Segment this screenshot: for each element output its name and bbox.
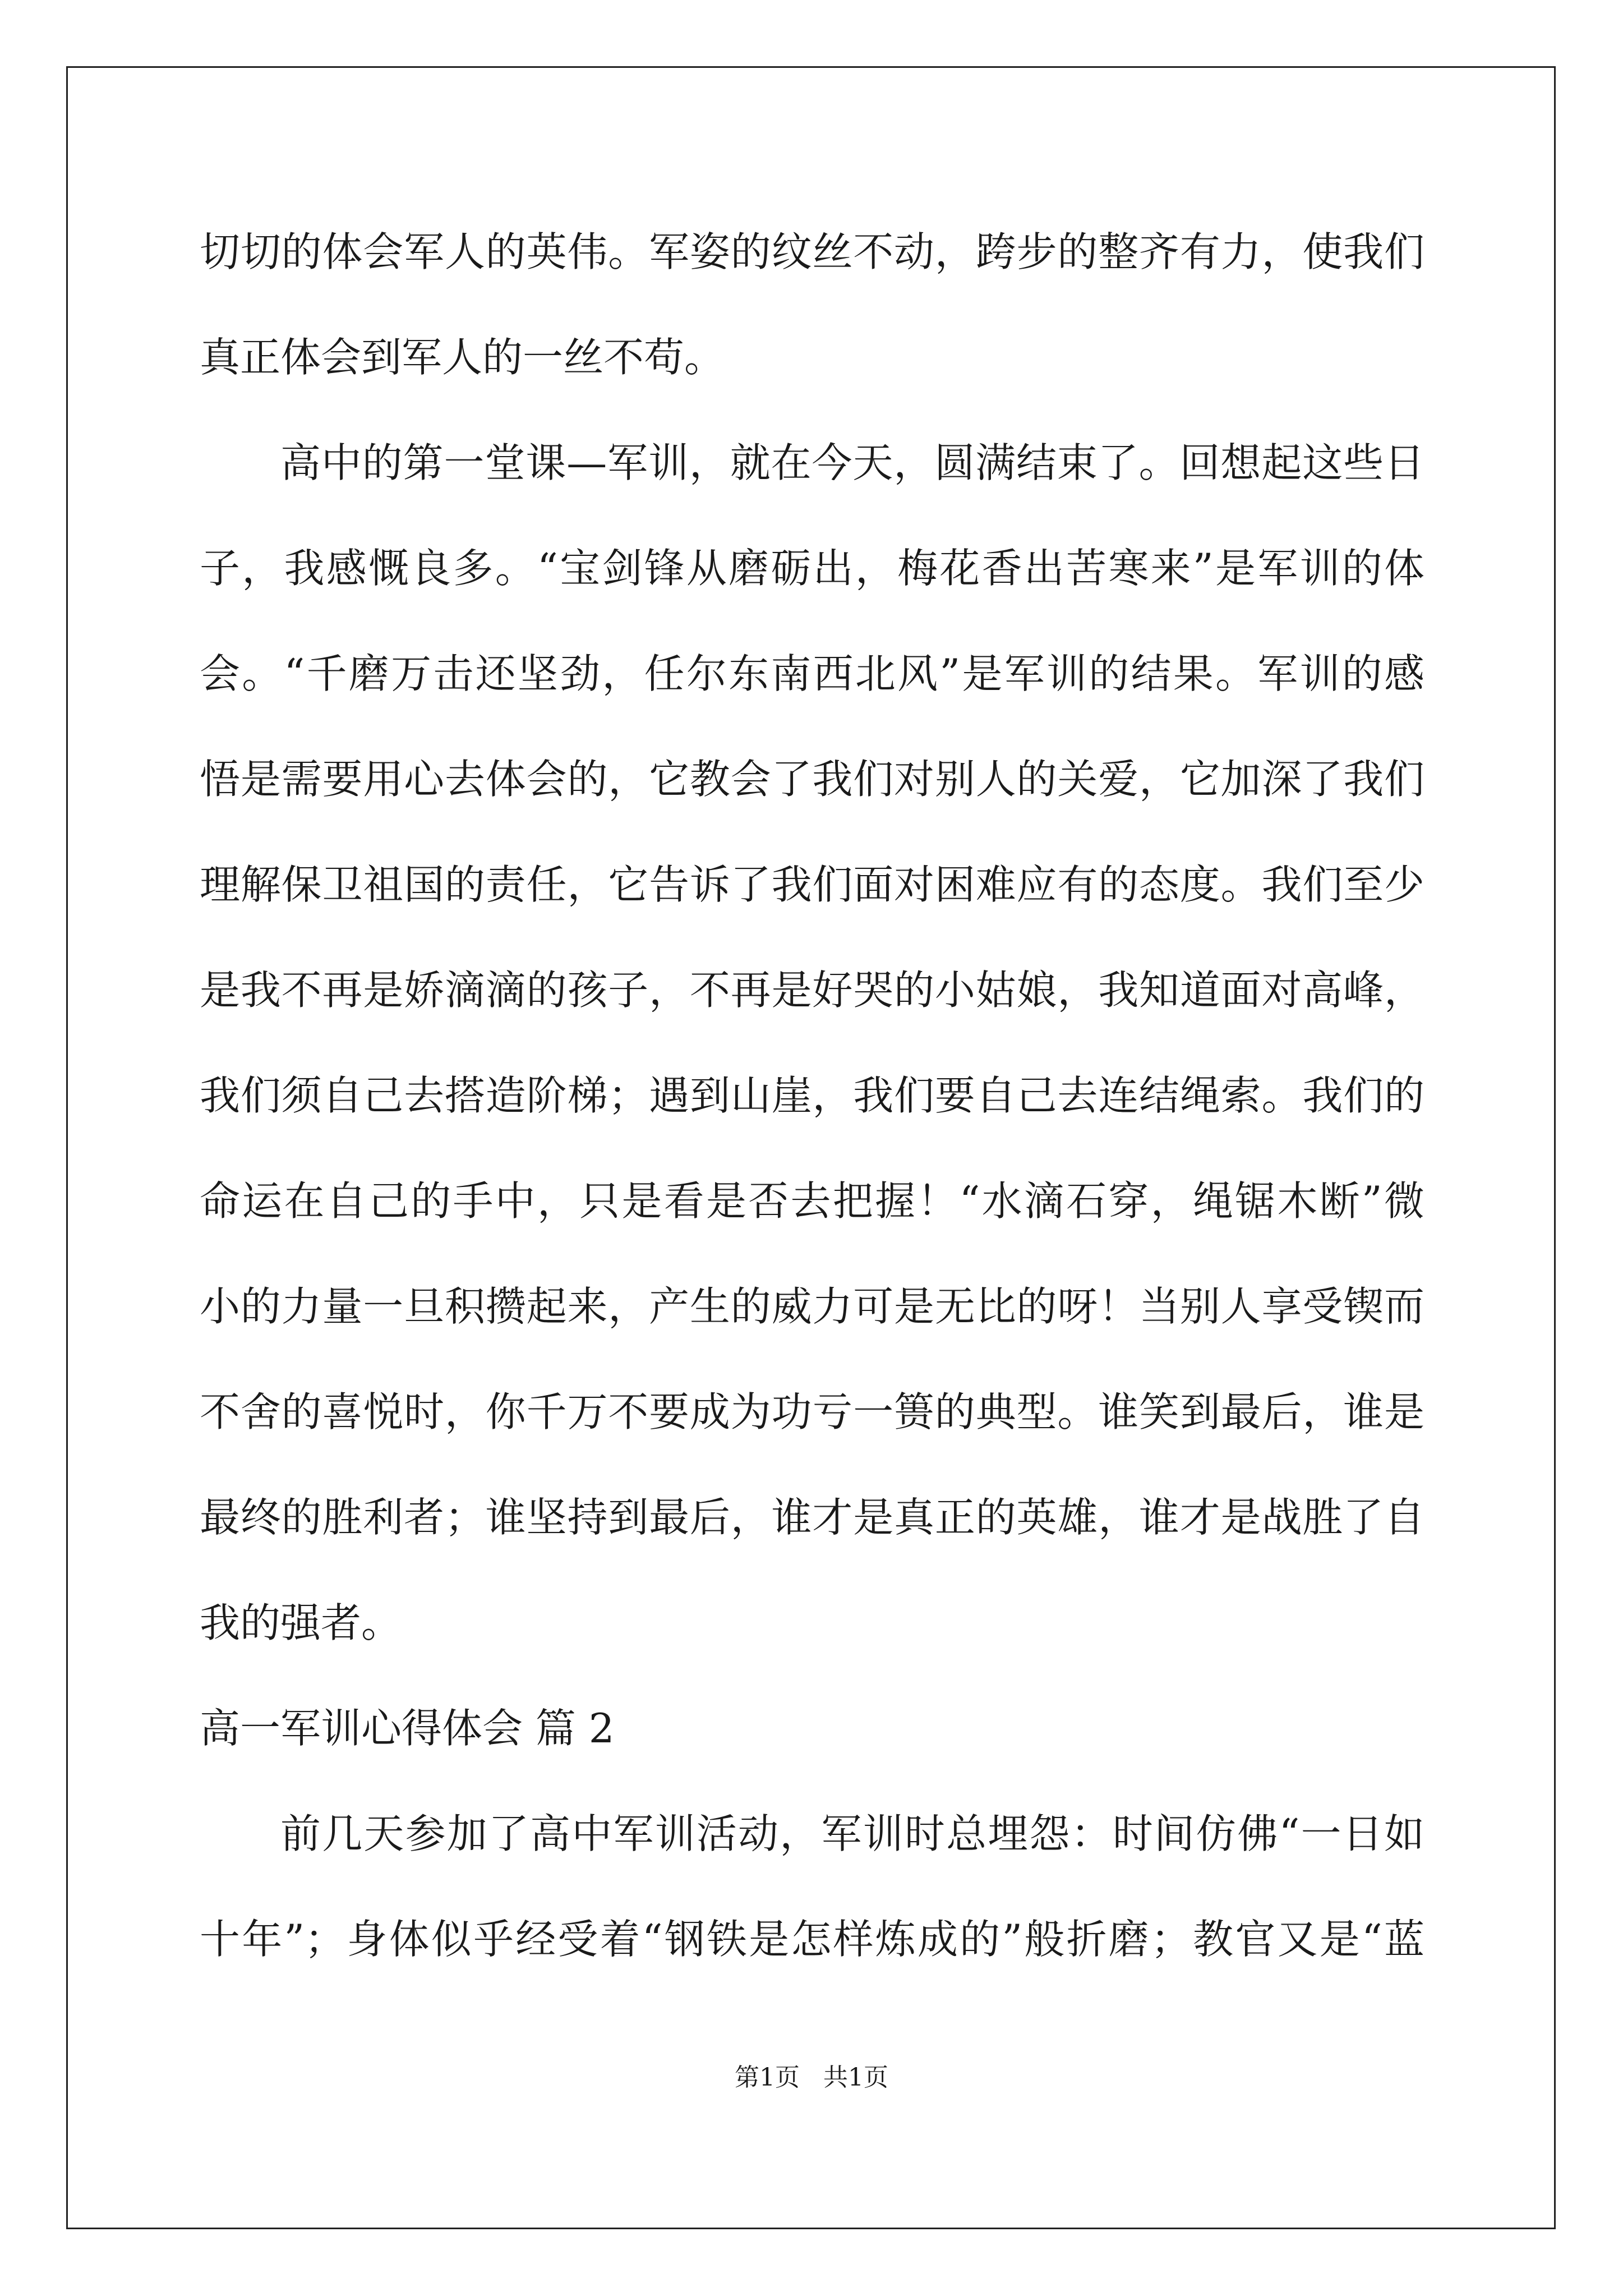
- paragraph-line: 最终的胜利者；谁坚持到最后，谁才是真正的英雄，谁才是战胜了自: [200, 1494, 1424, 1541]
- paragraph-line: 子，我感慨良多。“宝剑锋从磨砺出，梅花香出苦寒来”是军训的体: [200, 545, 1424, 592]
- paragraph-line: 命运在自己的手中，只是看是否去把握！“水滴石穿，绳锯木断”微: [200, 1177, 1424, 1225]
- paragraph-line: 真正体会到军人的一丝不苟。: [200, 334, 725, 381]
- paragraph-line: 悟是需要用心去体会的，它教会了我们对别人的关爱，它加深了我们: [200, 756, 1424, 803]
- page-number-current: 第1页: [735, 2063, 800, 2092]
- paragraph-line: 前几天参加了高中军训活动，军训时总埋怨：时间仿佛“一日如: [280, 1810, 1424, 1857]
- document-body: [200, 212, 1424, 2005]
- page-number-total: 共1页: [823, 2063, 888, 2092]
- paragraph-line: 十年”；身体似乎经受着“钢铁是怎样炼成的”般折磨；教官又是“蓝: [200, 1916, 1424, 1963]
- paragraph-line: 我们须自己去搭造阶梯；遇到山崖，我们要自己去连结绳索。我们的: [200, 1072, 1424, 1119]
- paragraph-line: 会。“千磨万击还坚劲，任尔东南西北风”是军训的结果。军训的感: [200, 650, 1424, 697]
- section-heading: 高一军训心得体会 篇 2: [200, 1705, 615, 1752]
- page-footer: [0, 2061, 1623, 2095]
- paragraph-line: 不舍的喜悦时，你千万不要成为功亏一篑的典型。谁笑到最后，谁是: [200, 1388, 1424, 1435]
- paragraph-line: 小的力量一旦积攒起来，产生的威力可是无比的呀！当别人享受锲而: [200, 1283, 1424, 1330]
- paragraph-line: 理解保卫祖国的责任，它告诉了我们面对困难应有的态度。我们至少: [200, 861, 1424, 908]
- paragraph-line: 我的强者。: [200, 1599, 402, 1646]
- paragraph-line: 高中的第一堂课—军训，就在今天，圆满结束了。回想起这些日: [280, 439, 1424, 486]
- paragraph-line: 是我不再是娇滴滴的孩子，不再是好哭的小姑娘，我知道面对高峰，: [200, 967, 1424, 1014]
- paragraph-line: 切切的体会军人的英伟。军姿的纹丝不动，跨步的整齐有力，使我们: [200, 228, 1424, 275]
